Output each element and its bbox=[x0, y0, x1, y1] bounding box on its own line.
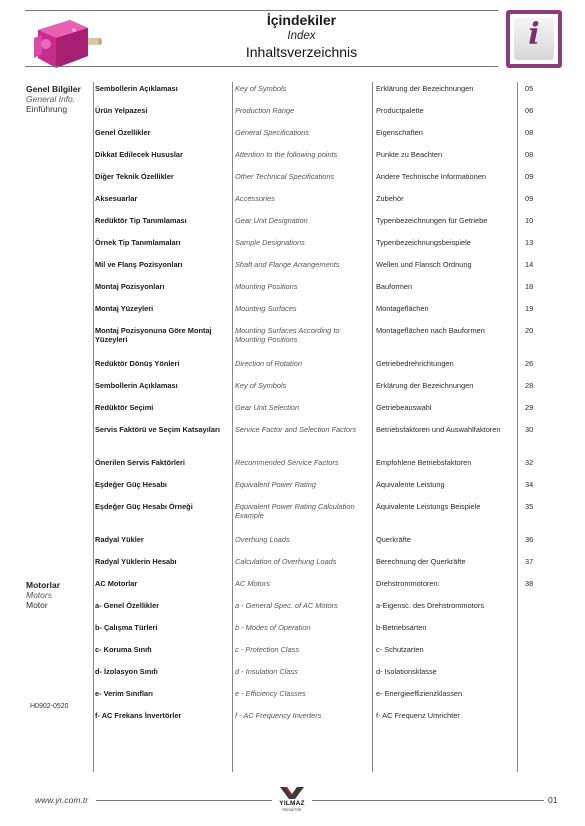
entry-en: Sample Designations bbox=[235, 238, 305, 247]
section-title-de: Motor bbox=[26, 600, 48, 610]
entry-de: Montageflächen nach Bauformen bbox=[376, 326, 485, 335]
header-bottom-rule bbox=[25, 66, 498, 67]
entry-de: c- Schutzarten bbox=[376, 645, 424, 654]
entry-de: Getriebeauswahl bbox=[376, 403, 432, 412]
entry-en: Key of Symbols bbox=[235, 84, 287, 93]
entry-en: Recommended Service Factors bbox=[235, 458, 339, 467]
entry-page: 09 bbox=[525, 172, 534, 181]
entry-en: Other Technical Specifications bbox=[235, 172, 335, 181]
section-title-en: General Info. bbox=[26, 94, 76, 104]
document-code: H0902-0520 bbox=[30, 703, 69, 710]
yilmaz-logo bbox=[276, 785, 308, 813]
entry-tr: Redüktör Seçimi bbox=[95, 403, 154, 412]
entry-page: 34 bbox=[525, 480, 534, 489]
logo-subtext: REDÜKTÖR bbox=[282, 808, 302, 812]
entry-de: a-Eigensc. des Drehstrommotors bbox=[376, 601, 485, 610]
entry-page: 14 bbox=[525, 260, 534, 269]
entry-en: Production Range bbox=[235, 106, 295, 115]
entry-de: Getriebedrehrichtungen bbox=[376, 359, 454, 368]
entry-en: AC Motors bbox=[235, 579, 270, 588]
entry-en: Accessories bbox=[235, 194, 275, 203]
gearbox-product-image bbox=[30, 8, 106, 72]
entry-en: Service Factor and Selection Factors bbox=[235, 425, 357, 434]
entry-tr: Montaj Pozisyonuna Göre Montaj Yüzeyleri bbox=[95, 326, 212, 344]
entry-page: 36 bbox=[525, 535, 534, 544]
entry-tr: Radyal Yüklerin Hesabı bbox=[95, 557, 177, 566]
entry-de: Berechnung der Querkräfte bbox=[376, 557, 466, 566]
logo-mark-icon bbox=[276, 785, 308, 801]
entry-page: 10 bbox=[525, 216, 534, 225]
page-title-tr: İçindekiler bbox=[266, 12, 337, 28]
entry-tr: Genel Özellikler bbox=[95, 128, 151, 137]
entry-tr: c- Koruma Sınıfı bbox=[95, 645, 152, 654]
section-title-tr: Motorlar bbox=[26, 580, 60, 590]
entry-tr: Eşdeğer Güç Hesabı bbox=[95, 480, 167, 489]
entry-tr: Örnek Tip Tanımlamaları bbox=[95, 238, 181, 247]
entry-en: Mounting Surfaces bbox=[235, 304, 297, 313]
entry-tr: e- Verim Sınıfları bbox=[95, 689, 153, 698]
entry-en: Mounting Surfaces According to Mounting Positions bbox=[235, 326, 340, 344]
entry-page: 13 bbox=[525, 238, 534, 247]
entry-tr: Redüktör Tip Tanımlaması bbox=[95, 216, 187, 225]
entry-page: 19 bbox=[525, 304, 534, 313]
section-title-tr: Genel Bilgiler bbox=[26, 84, 81, 94]
column-divider-3 bbox=[372, 82, 373, 772]
logo-text: YILMAZ bbox=[279, 800, 305, 807]
entry-de: Erklärung der Bezeichnungen bbox=[376, 381, 474, 390]
entry-page: 32 bbox=[525, 458, 534, 467]
entry-de: Äquivalente Leistung bbox=[376, 480, 445, 489]
header-top-rule bbox=[25, 10, 498, 11]
entry-tr: Sembollerin Açıklaması bbox=[95, 381, 178, 390]
entry-en: Attention to the following points bbox=[235, 150, 338, 159]
entry-en: Equivalent Power Rating Calculation Example bbox=[235, 502, 355, 520]
section-title-en: Motors bbox=[26, 590, 52, 600]
entry-tr: Dikkat Edilecek Hususlar bbox=[95, 150, 183, 159]
entry-tr: Sembollerin Açıklaması bbox=[95, 84, 178, 93]
entry-de: e- Energieeffizienzklassen bbox=[376, 689, 463, 698]
footer-url[interactable]: www.yr.com.tr bbox=[35, 795, 89, 805]
footer-rule-right bbox=[312, 800, 544, 801]
entry-de: Andere Technische Informationen bbox=[376, 172, 486, 181]
entry-de: d- Isolationsklasse bbox=[376, 667, 437, 676]
entry-de: b-Betriebsarten bbox=[376, 623, 427, 632]
entry-en: Calculation of Overhung Loads bbox=[235, 557, 337, 566]
entry-page: 26 bbox=[525, 359, 534, 368]
section-motors bbox=[26, 580, 60, 610]
entry-de: Bauformen bbox=[376, 282, 413, 291]
entry-tr: f- AC Frekans İnvertörler bbox=[95, 711, 182, 720]
entry-de: Typenbezeichnungsbeispiele bbox=[376, 238, 471, 247]
entry-tr: Ürün Yelpazesi bbox=[95, 106, 148, 115]
entry-de: Typenbezeichnungen für Getriebe bbox=[376, 216, 488, 225]
entry-de: Drehstrommotoren: bbox=[376, 579, 440, 588]
entry-tr: Radyal Yükler bbox=[95, 535, 144, 544]
entry-tr: d- İzolasyon Sınıfı bbox=[95, 667, 158, 676]
entry-en: General Specifications bbox=[235, 128, 309, 137]
column-divider-4 bbox=[517, 82, 518, 772]
entry-en: Gear Unit Designation bbox=[235, 216, 308, 225]
entry-de: Querkräfte bbox=[376, 535, 411, 544]
entry-tr: Montaj Yüzeyleri bbox=[95, 304, 154, 313]
entry-page: 29 bbox=[525, 403, 534, 412]
entry-de: Empfohlene Betriebsfaktoren bbox=[376, 458, 472, 467]
entry-tr: Redüktör Dönüş Yönleri bbox=[95, 359, 180, 368]
entry-en: Overhung Loads bbox=[235, 535, 290, 544]
entry-en: Equivalent Power Rating bbox=[235, 480, 316, 489]
info-icon: i bbox=[506, 10, 562, 68]
entry-page: 30 bbox=[525, 425, 534, 434]
entry-de: Montageflächen bbox=[376, 304, 429, 313]
entry-page: 05 bbox=[525, 84, 534, 93]
entry-en: Gear Unit Selection bbox=[235, 403, 300, 412]
footer-rule-left bbox=[96, 800, 272, 801]
section-title-de: Einführung bbox=[26, 104, 68, 114]
entry-page: 18 bbox=[525, 282, 534, 291]
entry-en: Shaft and Flange Arrangements bbox=[235, 260, 340, 269]
entry-tr: Diğer Teknik Özellikler bbox=[95, 172, 174, 181]
entry-de: f- AC Frequenz Umrichter bbox=[376, 711, 460, 720]
entry-en: Direction of Rotation bbox=[235, 359, 302, 368]
entry-page: 38 bbox=[525, 579, 534, 588]
entry-en: e - Efficiency Classes bbox=[235, 689, 306, 698]
entry-de: Punkte zu Beachten bbox=[376, 150, 443, 159]
entry-en: b - Modes of Operation bbox=[235, 623, 311, 632]
entry-tr: Mil ve Flanş Pozisyonları bbox=[95, 260, 183, 269]
entry-tr: a- Genel Özellikler bbox=[95, 601, 160, 610]
entry-tr: Eşdeğer Güç Hesabı Örneği bbox=[95, 502, 193, 511]
entry-en: Mounting Positions bbox=[235, 282, 298, 291]
entry-tr: Servis Faktörü ve Seçim Katsayıları bbox=[95, 425, 220, 434]
section-general-info bbox=[26, 84, 81, 114]
entry-en: f - AC Frequency Inverters bbox=[235, 711, 322, 720]
entry-tr: AC Motorlar bbox=[95, 579, 138, 588]
entry-de: Erklärung der Bezeichnungen bbox=[376, 84, 474, 93]
entry-page: 35 bbox=[525, 502, 534, 511]
entry-page: 37 bbox=[525, 557, 534, 566]
entry-de: Zubehör bbox=[376, 194, 404, 203]
entry-page: 28 bbox=[525, 381, 534, 390]
entry-de: Betriebsfaktoren und Auswahlfaktoren bbox=[376, 425, 501, 434]
entry-page: 06 bbox=[525, 106, 534, 115]
entry-tr: Montaj Pozisyonları bbox=[95, 282, 165, 291]
entry-de: Äquivalente Leistungs Beispiele bbox=[376, 502, 481, 511]
entry-en: Key of Symbols bbox=[235, 381, 287, 390]
entry-en: c - Protection Class bbox=[235, 645, 300, 654]
page-title-en: Index bbox=[287, 30, 316, 42]
entry-page: 08 bbox=[525, 128, 534, 137]
column-divider-2 bbox=[232, 82, 233, 772]
page-number: 01 bbox=[548, 795, 558, 805]
entry-en: a - General Spec. of AC Motors bbox=[235, 601, 338, 610]
entry-page: 20 bbox=[525, 326, 534, 335]
entry-tr: b- Çalışma Türleri bbox=[95, 623, 158, 632]
entry-page: 09 bbox=[525, 194, 534, 203]
entry-de: Productpalette bbox=[376, 106, 424, 115]
column-divider-1 bbox=[93, 82, 94, 772]
entry-de: Wellen und Flansch Ordnung bbox=[376, 260, 472, 269]
entry-tr: Aksesuarlar bbox=[95, 194, 138, 203]
entry-tr: Önerilen Servis Faktörleri bbox=[95, 458, 185, 467]
page-title-de: Inhaltsverzeichnis bbox=[245, 44, 358, 60]
entry-en: d - Insulation Class bbox=[235, 667, 298, 676]
entry-de: Eigenschaften bbox=[376, 128, 423, 137]
entry-page: 08 bbox=[525, 150, 534, 159]
